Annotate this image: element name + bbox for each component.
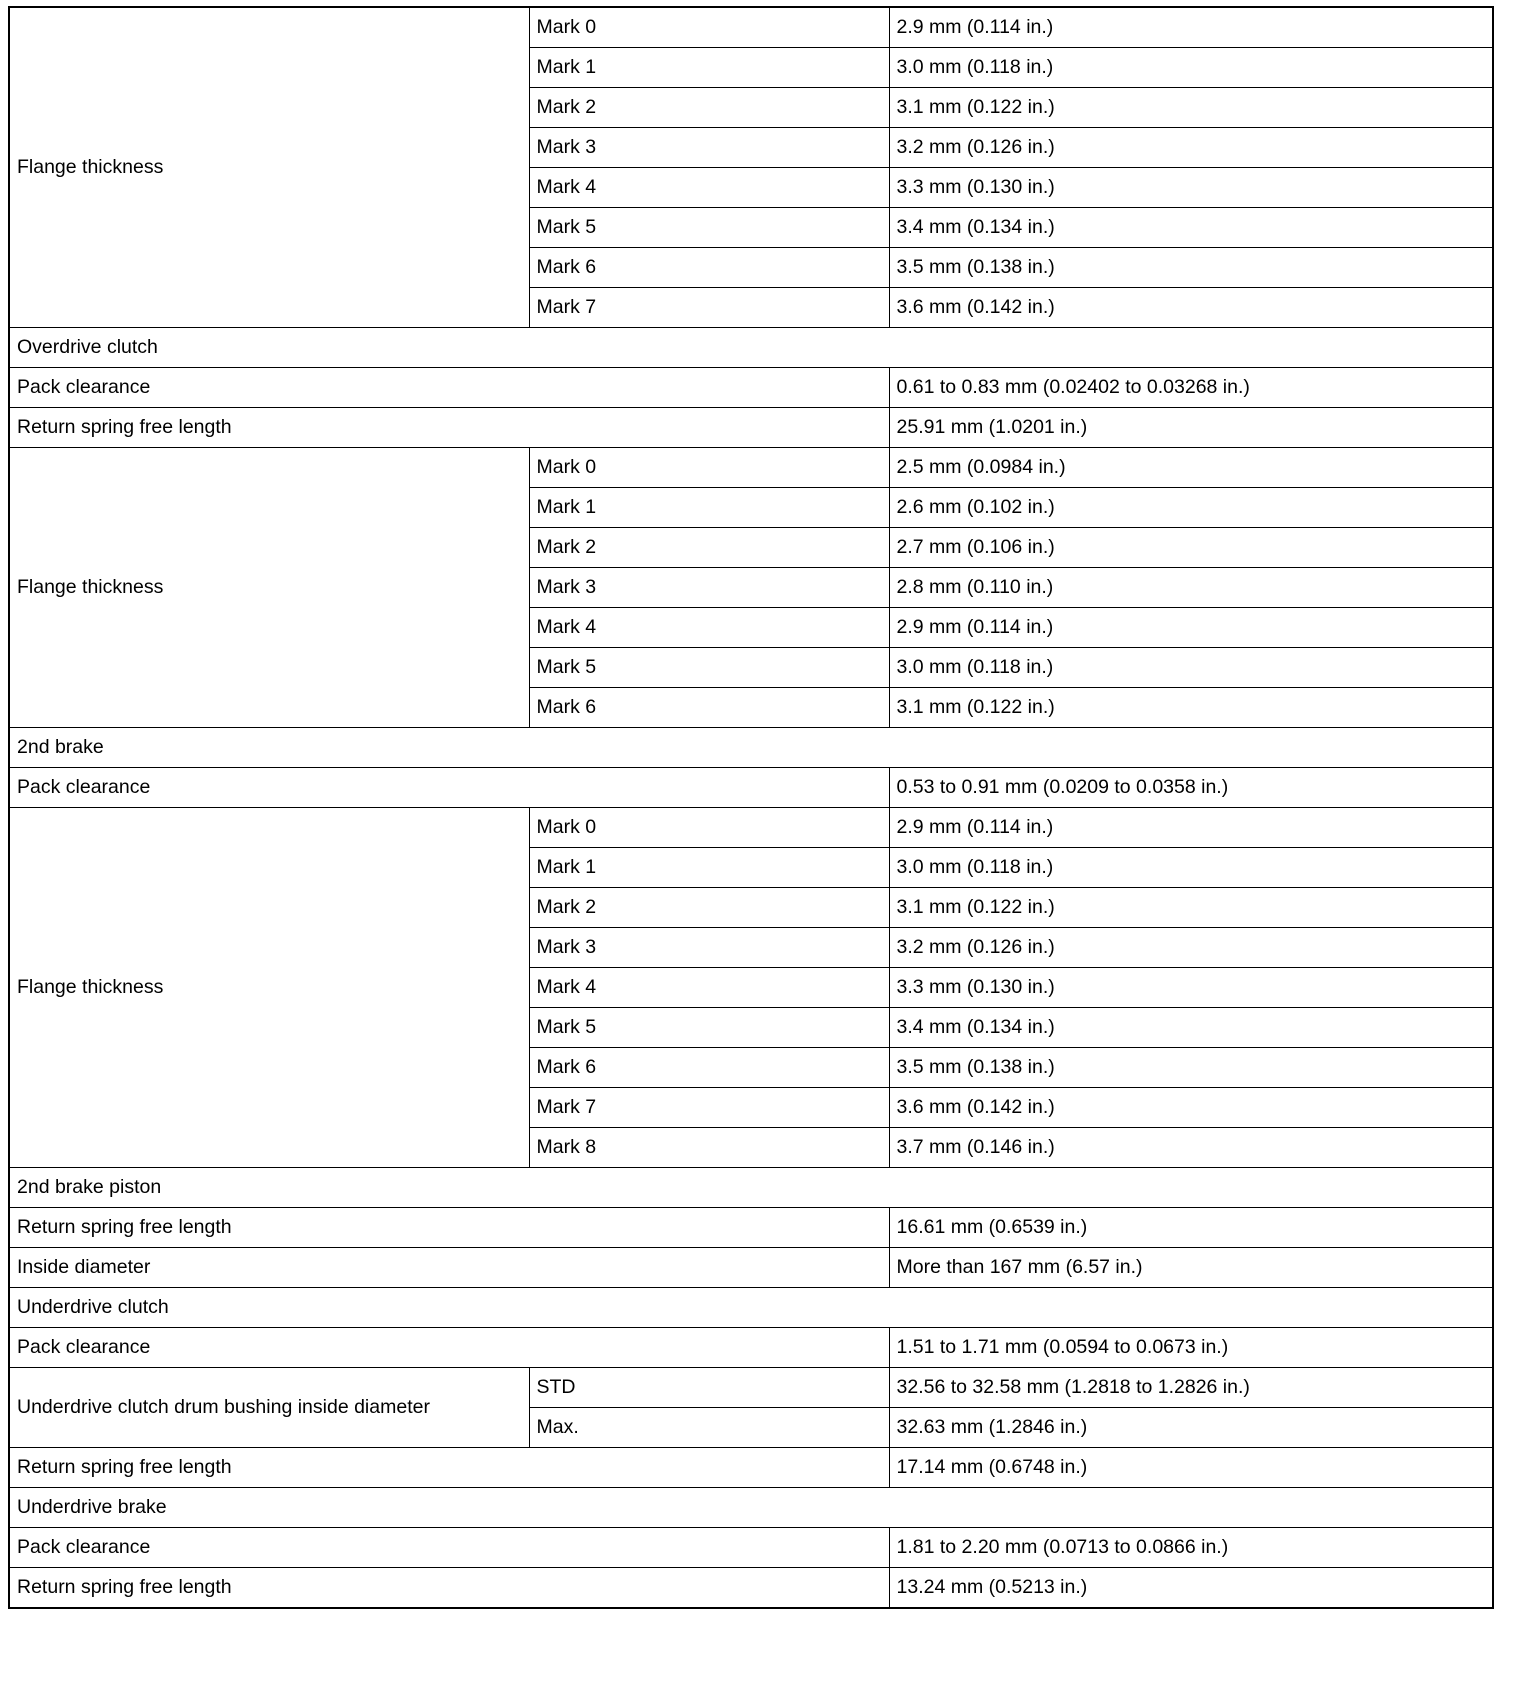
item-label-cell: Pack clearance [9,368,889,408]
mark-cell: Mark 4 [529,168,889,208]
table-row [9,448,1493,488]
mark-cell: Mark 5 [529,208,889,248]
section-header-cell: 2nd brake piston [9,1168,1493,1208]
value-cell: 3.2 mm (0.126 in.) [889,128,1493,168]
mark-cell: Mark 7 [529,1088,889,1128]
mark-cell: Mark 1 [529,48,889,88]
table-row [9,1528,1493,1568]
value-cell: 3.1 mm (0.122 in.) [889,88,1493,128]
mark-cell: Mark 0 [529,7,889,48]
table-row [9,1448,1493,1488]
item-label-cell: Flange thickness [9,7,529,328]
table-row [9,1208,1493,1248]
mark-cell: Mark 3 [529,928,889,968]
mark-cell: Mark 0 [529,448,889,488]
value-cell: 1.81 to 2.20 mm (0.0713 to 0.0866 in.) [889,1528,1493,1568]
mark-cell: Mark 6 [529,688,889,728]
item-label-cell: Pack clearance [9,768,889,808]
table-row [9,368,1493,408]
mark-cell: Mark 2 [529,888,889,928]
item-label-cell: Flange thickness [9,808,529,1168]
value-cell: 2.9 mm (0.114 in.) [889,7,1493,48]
value-cell: 16.61 mm (0.6539 in.) [889,1208,1493,1248]
value-cell: 3.7 mm (0.146 in.) [889,1128,1493,1168]
table-row [9,808,1493,848]
item-label-cell: Inside diameter [9,1248,889,1288]
value-cell: 1.51 to 1.71 mm (0.0594 to 0.0673 in.) [889,1328,1493,1368]
table-row [9,1568,1493,1609]
mark-cell: Mark 5 [529,648,889,688]
value-cell: 3.5 mm (0.138 in.) [889,248,1493,288]
table-row [9,1368,1493,1408]
table-row [9,1248,1493,1288]
table-row [9,1288,1493,1328]
item-label-cell: Return spring free length [9,408,889,448]
mark-cell: Mark 3 [529,128,889,168]
value-cell: More than 167 mm (6.57 in.) [889,1248,1493,1288]
value-cell: 3.1 mm (0.122 in.) [889,688,1493,728]
value-cell: 3.6 mm (0.142 in.) [889,1088,1493,1128]
mark-cell: Mark 1 [529,848,889,888]
value-cell: 25.91 mm (1.0201 in.) [889,408,1493,448]
mark-cell: Mark 6 [529,1048,889,1088]
item-label-cell: Pack clearance [9,1328,889,1368]
mark-cell: Mark 0 [529,808,889,848]
value-cell: 3.4 mm (0.134 in.) [889,1008,1493,1048]
mark-cell: Mark 7 [529,288,889,328]
value-cell: 3.0 mm (0.118 in.) [889,48,1493,88]
value-cell: 0.53 to 0.91 mm (0.0209 to 0.0358 in.) [889,768,1493,808]
mark-cell: Mark 2 [529,528,889,568]
mark-cell: Mark 4 [529,968,889,1008]
value-cell: 3.0 mm (0.118 in.) [889,648,1493,688]
value-cell: 2.6 mm (0.102 in.) [889,488,1493,528]
mark-cell: Mark 6 [529,248,889,288]
mark-cell: Mark 2 [529,88,889,128]
table-row [9,1328,1493,1368]
value-cell: 3.6 mm (0.142 in.) [889,288,1493,328]
value-cell: 2.7 mm (0.106 in.) [889,528,1493,568]
item-label-cell: Return spring free length [9,1448,889,1488]
value-cell: 3.4 mm (0.134 in.) [889,208,1493,248]
mark-cell: Mark 4 [529,608,889,648]
value-cell: 3.3 mm (0.130 in.) [889,968,1493,1008]
item-label-cell: Return spring free length [9,1568,889,1609]
value-cell: 3.1 mm (0.122 in.) [889,888,1493,928]
mark-cell: Mark 3 [529,568,889,608]
table-row [9,408,1493,448]
item-label-cell: Underdrive clutch drum bushing inside diameter [9,1368,529,1448]
specifications-table [8,6,1494,1609]
value-cell: 2.5 mm (0.0984 in.) [889,448,1493,488]
table-row [9,1168,1493,1208]
mark-cell: STD [529,1368,889,1408]
value-cell: 13.24 mm (0.5213 in.) [889,1568,1493,1609]
item-label-cell: Return spring free length [9,1208,889,1248]
value-cell: 3.5 mm (0.138 in.) [889,1048,1493,1088]
value-cell: 2.9 mm (0.114 in.) [889,608,1493,648]
table-row [9,768,1493,808]
value-cell: 17.14 mm (0.6748 in.) [889,1448,1493,1488]
value-cell: 32.63 mm (1.2846 in.) [889,1408,1493,1448]
section-header-cell: Overdrive clutch [9,328,1493,368]
table-row [9,1488,1493,1528]
table-row [9,728,1493,768]
mark-cell: Mark 1 [529,488,889,528]
section-header-cell: Underdrive brake [9,1488,1493,1528]
value-cell: 2.9 mm (0.114 in.) [889,808,1493,848]
value-cell: 3.2 mm (0.126 in.) [889,928,1493,968]
value-cell: 2.8 mm (0.110 in.) [889,568,1493,608]
table-row [9,7,1493,48]
mark-cell: Max. [529,1408,889,1448]
section-header-cell: Underdrive clutch [9,1288,1493,1328]
value-cell: 3.0 mm (0.118 in.) [889,848,1493,888]
value-cell: 3.3 mm (0.130 in.) [889,168,1493,208]
value-cell: 0.61 to 0.83 mm (0.02402 to 0.03268 in.) [889,368,1493,408]
mark-cell: Mark 5 [529,1008,889,1048]
item-label-cell: Pack clearance [9,1528,889,1568]
table-row [9,328,1493,368]
section-header-cell: 2nd brake [9,728,1493,768]
item-label-cell: Flange thickness [9,448,529,728]
value-cell: 32.56 to 32.58 mm (1.2818 to 1.2826 in.) [889,1368,1493,1408]
mark-cell: Mark 8 [529,1128,889,1168]
